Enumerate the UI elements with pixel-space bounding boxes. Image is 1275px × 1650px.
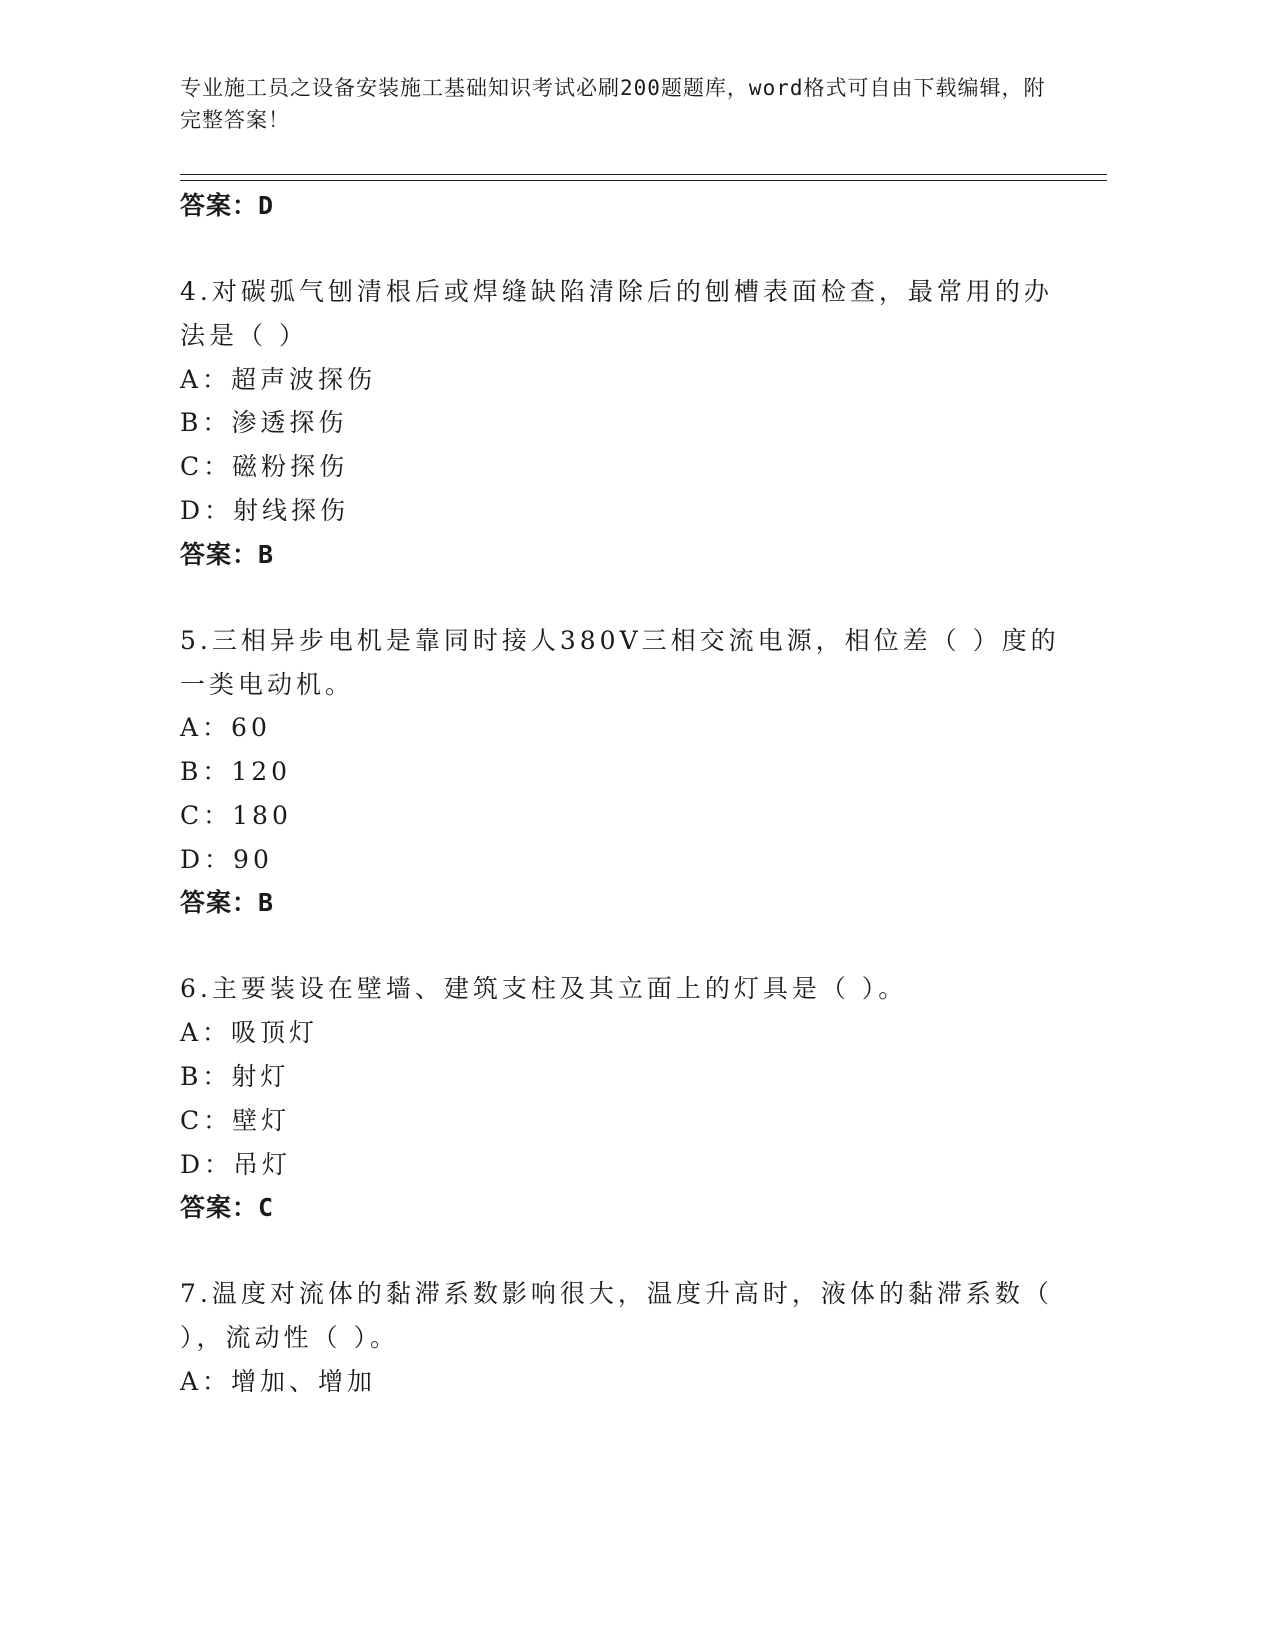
header-divider-top: [180, 174, 1107, 175]
question-6-option-b: B：射灯: [180, 1062, 290, 1091]
question-4-option-c: C：磁粉探伤: [180, 452, 349, 481]
header-divider-bottom: [180, 180, 1107, 181]
question-7-stem-line2: ），流动性（ ）。: [180, 1323, 399, 1352]
question-6-option-a: A：吸顶灯: [180, 1018, 319, 1047]
question-5-option-b: B：120: [180, 757, 292, 786]
question-5-stem-line2: 一类电动机。: [180, 670, 355, 699]
question-4-option-b: B：渗透探伤: [180, 408, 348, 437]
question-5-answer: 答案：B: [180, 888, 275, 917]
question-5-option-a: A：60: [180, 713, 271, 742]
question-6-stem-line1: 6.主要装设在壁墙、建筑支柱及其立面上的灯具是（ ）。: [180, 974, 908, 1003]
question-4-option-a: A：超声波探伤: [180, 365, 377, 394]
question-6-option-d: D：吊灯: [180, 1150, 292, 1179]
question-4-stem-line1: 4.对碳弧气刨清根后或焊缝缺陷清除后的刨槽表面检查，最常用的办: [180, 277, 1053, 306]
question-7-option-a: A：增加、增加: [180, 1367, 377, 1396]
question-5-option-d: D：90: [180, 845, 273, 874]
question-7-stem-line1: 7.温度对流体的黏滞系数影响很大，温度升高时，液体的黏滞系数（: [180, 1279, 1053, 1308]
document-header: 专业施工员之设备安装施工基础知识考试必刷200题题库，word格式可自由下载编辑，附完整答案！: [180, 76, 1046, 132]
question-4-answer: 答案：B: [180, 540, 275, 569]
question-6-answer: 答案：C: [180, 1193, 275, 1222]
question-6-option-c: C：壁灯: [180, 1106, 291, 1135]
question-5-option-c: C：180: [180, 801, 292, 830]
question-4-option-d: D：射线探伤: [180, 496, 350, 525]
answer-line: 答案：D: [180, 191, 275, 220]
question-4-stem-line2: 法是（ ）: [180, 321, 308, 350]
question-5-stem-line1: 5.三相异步电机是靠同时接人380V三相交流电源，相位差（ ）度的: [180, 626, 1060, 655]
